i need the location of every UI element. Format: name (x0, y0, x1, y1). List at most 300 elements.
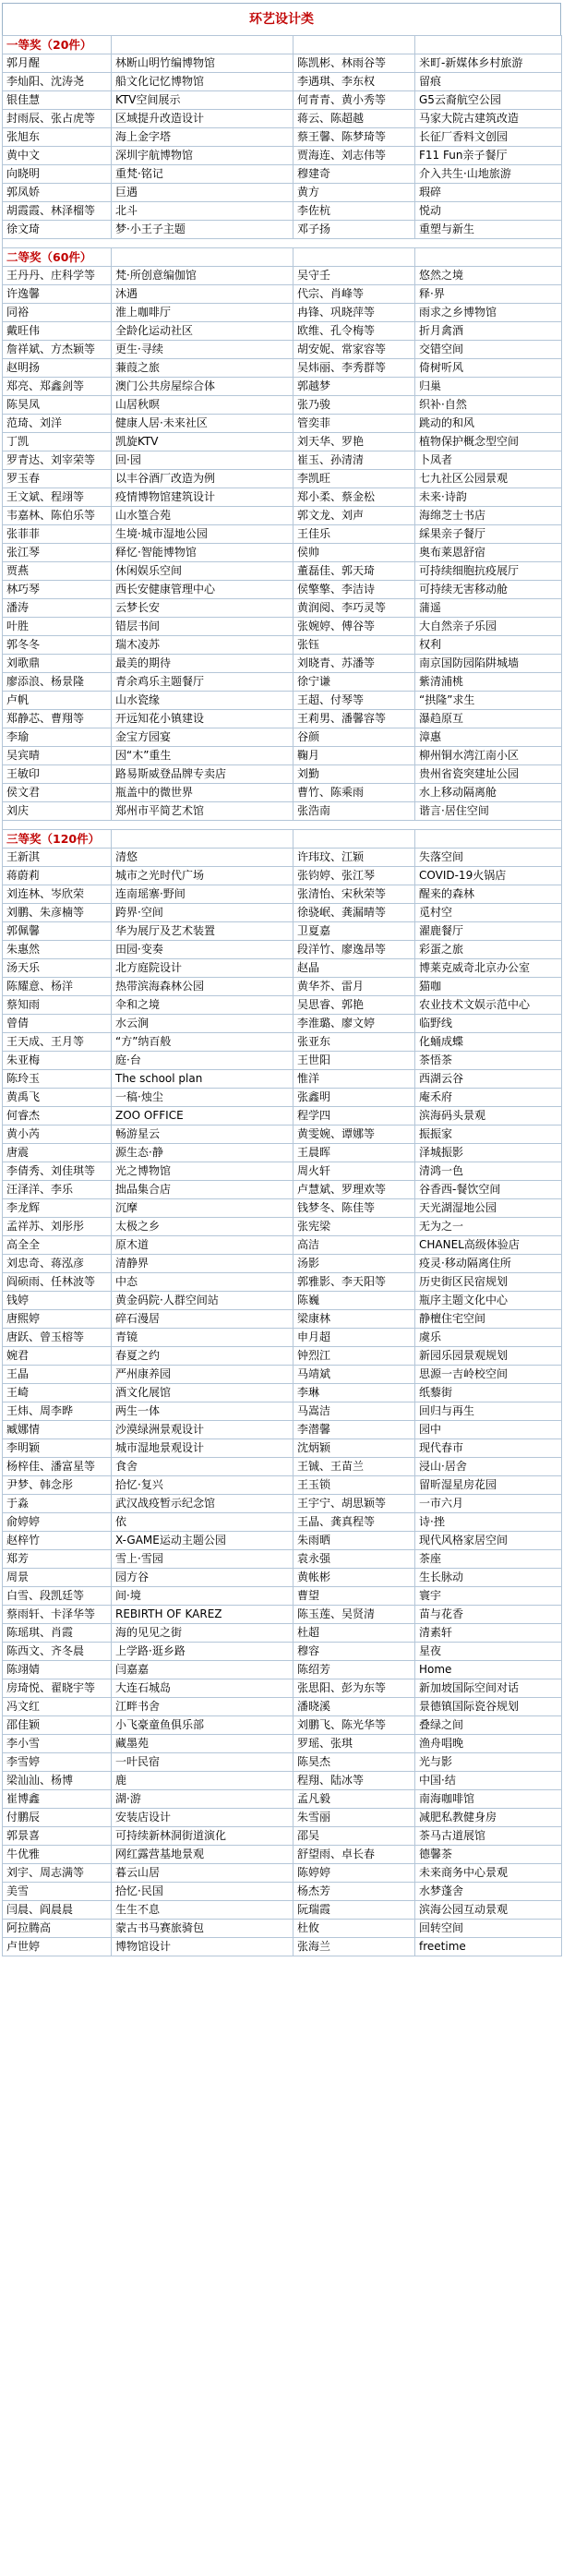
author-name: 申月超 (293, 1329, 415, 1347)
empty-cell (415, 248, 562, 267)
author-name: 胡霞霞、林泽榴等 (3, 202, 112, 221)
author-name: 崔博鑫 (3, 1790, 112, 1809)
table-row (3, 996, 562, 1015)
work-title: 悦动 (415, 202, 562, 221)
work-title: 大连石城岛 (112, 1679, 293, 1698)
table-row (3, 1015, 562, 1033)
author-name: 陈西文、齐冬晨 (3, 1643, 112, 1661)
work-title: 疫灵·移动隔离住所 (415, 1255, 562, 1273)
work-title: 梵·所创意编伽馆 (112, 267, 293, 285)
work-title: 水云涧 (112, 1015, 293, 1033)
work-title: CHANEL高级体验店 (415, 1236, 562, 1255)
table-row (3, 885, 562, 904)
table-row (3, 378, 562, 396)
author-name: 张浩南 (293, 802, 415, 821)
work-title: 开远知花小镇建设 (112, 710, 293, 728)
table-row (3, 1273, 562, 1292)
author-name: 李遇琪、李东权 (293, 73, 415, 91)
work-title: X-GAME运动主题公园 (112, 1532, 293, 1550)
work-title: 蒙古书马赛旅骑包 (112, 1920, 293, 1938)
work-title: 安装店设计 (112, 1809, 293, 1827)
table-row (3, 1218, 562, 1236)
author-name: 汤天乐 (3, 959, 112, 978)
author-name: 汪泽洋、李乐 (3, 1181, 112, 1199)
table-row (3, 867, 562, 885)
author-name: 李瑜 (3, 728, 112, 747)
author-name: 邵佳颖 (3, 1716, 112, 1735)
author-name: 陈翊婧 (3, 1661, 112, 1679)
work-title: 南海咖啡馆 (415, 1790, 562, 1809)
author-name: 张思阳、彭为东等 (293, 1679, 415, 1698)
table-row (3, 1402, 562, 1421)
table-row (3, 599, 562, 618)
work-title: 重塑与新生 (415, 221, 562, 239)
work-title: 博莱克威奇北京办公室 (415, 959, 562, 978)
author-name: 陈绍芳 (293, 1661, 415, 1679)
work-title: 一市六月 (415, 1495, 562, 1513)
table-row (3, 1532, 562, 1550)
author-name: 王世阳 (293, 1052, 415, 1070)
author-name: 蔡知雨 (3, 996, 112, 1015)
author-name: 赵晶 (293, 959, 415, 978)
work-title: 释忆·智能博物馆 (112, 544, 293, 562)
table-row (3, 849, 562, 867)
work-title: 交错空间 (415, 341, 562, 359)
work-title: 伞和之境 (112, 996, 293, 1015)
table-row (3, 488, 562, 507)
work-title: 拙品集合店 (112, 1181, 293, 1199)
work-title: 茶悟茶 (415, 1052, 562, 1070)
author-name: 吴思睿、郭艳 (293, 996, 415, 1015)
author-name: 吴炜丽、李秀群等 (293, 359, 415, 378)
author-name: 刘连林、岑欣荣 (3, 885, 112, 904)
author-name: 冯文红 (3, 1698, 112, 1716)
work-title: 泽城振影 (415, 1144, 562, 1162)
author-name: 黄雯婉、谭娜等 (293, 1125, 415, 1144)
table-row (3, 359, 562, 378)
author-name: 许逸馨 (3, 285, 112, 304)
work-title: 纸藜街 (415, 1384, 562, 1402)
work-title: 生长脉动 (415, 1569, 562, 1587)
author-name: 李潜馨 (293, 1421, 415, 1439)
spacer-cell (3, 821, 562, 830)
work-title: 一稿·烛尘 (112, 1089, 293, 1107)
work-title: 因“木”重生 (112, 747, 293, 765)
table-row (3, 525, 562, 544)
table-row (3, 1144, 562, 1162)
table-row (3, 1070, 562, 1089)
work-title: 滨海码头景观 (415, 1107, 562, 1125)
work-title: 清素轩 (415, 1624, 562, 1643)
work-title: 沐遇 (112, 285, 293, 304)
author-name: 张菲菲 (3, 525, 112, 544)
author-name: 俞婷婷 (3, 1513, 112, 1532)
author-name: 邓子扬 (293, 221, 415, 239)
table-row (3, 1329, 562, 1347)
work-title: 凯旋KTV (112, 433, 293, 451)
author-name: 王炜、周李晔 (3, 1402, 112, 1421)
work-title: 最美的期待 (112, 655, 293, 673)
table-row (3, 1883, 562, 1901)
author-name: 程翔、陆冰等 (293, 1772, 415, 1790)
table-row (3, 1624, 562, 1643)
work-title: 水梦蓬舍 (415, 1883, 562, 1901)
table-row (3, 1550, 562, 1569)
work-title: freetime (415, 1938, 562, 1956)
table-row (3, 1938, 562, 1956)
table-row (3, 396, 562, 415)
author-name: 向晓明 (3, 165, 112, 184)
author-name: 银佳慧 (3, 91, 112, 110)
work-title: 源生态·静 (112, 1144, 293, 1162)
work-title: 瑞木凌苏 (112, 636, 293, 655)
work-title: 两生一体 (112, 1402, 293, 1421)
author-name: 李琳 (293, 1384, 415, 1402)
author-name: 惟洋 (293, 1070, 415, 1089)
author-name: 郭佩馨 (3, 922, 112, 941)
work-title: 瑕碎 (415, 184, 562, 202)
table-row (3, 202, 562, 221)
author-name: 黄禹飞 (3, 1089, 112, 1107)
table-row (3, 904, 562, 922)
work-title: 澳门公共房屋综合体 (112, 378, 293, 396)
author-name: 罗玉春 (3, 470, 112, 488)
work-title: 回转空间 (415, 1920, 562, 1938)
author-name: 罗瑶、张琪 (293, 1735, 415, 1753)
work-title: 江畔书舍 (112, 1698, 293, 1716)
work-title: 无为之一 (415, 1218, 562, 1236)
author-name: 封雨辰、张占虎等 (3, 110, 112, 128)
work-title: 虞乐 (415, 1329, 562, 1347)
author-name: 阎硕雨、任林波等 (3, 1273, 112, 1292)
author-name: 梁康林 (293, 1310, 415, 1329)
work-title: 海的见见之街 (112, 1624, 293, 1643)
work-title: Home (415, 1661, 562, 1679)
table-row (3, 1181, 562, 1199)
author-name: 杜超 (293, 1624, 415, 1643)
work-title: 化蛹成蝶 (415, 1033, 562, 1052)
table-row (3, 692, 562, 710)
work-title: 历史街区民宿规划 (415, 1273, 562, 1292)
author-name: 刘鹏飞、陈光华等 (293, 1716, 415, 1735)
author-name: 陈耀意、杨洋 (3, 978, 112, 996)
table-row (3, 1292, 562, 1310)
table-row (3, 1827, 562, 1846)
author-name: 贾海连、刘志伟等 (293, 147, 415, 165)
work-title: 减肥私教健身房 (415, 1809, 562, 1827)
author-name: 李小雪 (3, 1735, 112, 1753)
empty-cell (415, 830, 562, 849)
work-title: 织补·自然 (415, 396, 562, 415)
author-name: 侯擎擎、李洁诗 (293, 581, 415, 599)
table-row (3, 1125, 562, 1144)
author-name: 郭景喜 (3, 1827, 112, 1846)
work-title: 诗·挫 (415, 1513, 562, 1532)
empty-cell (293, 248, 415, 267)
author-name: 臧娜情 (3, 1421, 112, 1439)
author-name: 李倩秀、刘佳琪等 (3, 1162, 112, 1181)
work-title: 光之博物馆 (112, 1162, 293, 1181)
author-name: 杨杰芳 (293, 1883, 415, 1901)
work-title: 临野线 (415, 1015, 562, 1033)
author-name: 王晨晖 (293, 1144, 415, 1162)
author-name: 唐跃、曾玉榕等 (3, 1329, 112, 1347)
work-title: 农业技术文娱示范中心 (415, 996, 562, 1015)
work-title: 金宝方园宴 (112, 728, 293, 747)
author-name: 刘晓青、苏潘等 (293, 655, 415, 673)
work-title: 酒文化展馆 (112, 1384, 293, 1402)
work-title: 七九社区公园景观 (415, 470, 562, 488)
work-title: 瀑趋原互 (415, 710, 562, 728)
work-title: 猫咖 (415, 978, 562, 996)
work-title: 苗与花香 (415, 1606, 562, 1624)
author-name: 闫晨、阎晨晨 (3, 1901, 112, 1920)
table-row (3, 1901, 562, 1920)
page-title: 环艺设计类 (2, 3, 561, 35)
author-name: 王文斌、程翊等 (3, 488, 112, 507)
work-title: 上学路·逛乡路 (112, 1643, 293, 1661)
work-title: 现代春市 (415, 1439, 562, 1458)
table-row (3, 1458, 562, 1476)
table-row (3, 636, 562, 655)
work-title: F11 Fun亲子餐厅 (415, 147, 562, 165)
table-row (3, 433, 562, 451)
author-name: 张旭东 (3, 128, 112, 147)
author-name: 曹竹、陈乘雨 (293, 784, 415, 802)
work-title: 路易斯威登品牌专卖店 (112, 765, 293, 784)
author-name: 卢世婷 (3, 1938, 112, 1956)
author-name: 胡安妮、常家容等 (293, 341, 415, 359)
work-title: 清悠 (112, 849, 293, 867)
work-title: 庭·台 (112, 1052, 293, 1070)
work-title: 间·境 (112, 1587, 293, 1606)
author-name: 孟凡毅 (293, 1790, 415, 1809)
table-row (3, 747, 562, 765)
work-title: 中国·结 (415, 1772, 562, 1790)
work-title: 米町-新媒体乡村旅游 (415, 54, 562, 73)
work-title: 巨遇 (112, 184, 293, 202)
author-name: 钱婷 (3, 1292, 112, 1310)
work-title: 释·界 (415, 285, 562, 304)
section-spacer (3, 821, 562, 830)
work-title: 现代风格家居空间 (415, 1532, 562, 1550)
table-row (3, 1643, 562, 1661)
author-name: 崔玉、孙清清 (293, 451, 415, 470)
work-title: 景德镇国际瓷谷规划 (415, 1698, 562, 1716)
author-name: 钱梦冬、陈佳等 (293, 1199, 415, 1218)
table-row (3, 285, 562, 304)
work-title: 园方谷 (112, 1569, 293, 1587)
author-name: 冉锋、巩晓萍等 (293, 304, 415, 322)
table-row (3, 765, 562, 784)
author-name: 戴旺伟 (3, 322, 112, 341)
work-title: G5云裔航空公园 (415, 91, 562, 110)
table-row (3, 1495, 562, 1513)
work-title: ZOO OFFICE (112, 1107, 293, 1125)
table-row (3, 655, 562, 673)
work-title: 青镜 (112, 1329, 293, 1347)
table-row (3, 1920, 562, 1938)
author-name: 尹梦、韩念彤 (3, 1476, 112, 1495)
author-name: 郭月醒 (3, 54, 112, 73)
work-title: 拾忆·复兴 (112, 1476, 293, 1495)
author-name: 袁永强 (293, 1550, 415, 1569)
award-table (2, 35, 562, 1956)
table-row (3, 1310, 562, 1329)
author-name: 郭凤娇 (3, 184, 112, 202)
work-title: 海绵芝士书店 (415, 507, 562, 525)
empty-cell (293, 830, 415, 849)
work-title: 休闲娱乐空间 (112, 562, 293, 581)
author-name: 王宇宁、胡思颖等 (293, 1495, 415, 1513)
table-row (3, 415, 562, 433)
author-name: 黄华芥、雷月 (293, 978, 415, 996)
author-name: 詹祥斌、方杰颖等 (3, 341, 112, 359)
work-title: 叠绿之间 (415, 1716, 562, 1735)
table-row (3, 1809, 562, 1827)
work-title: 食舍 (112, 1458, 293, 1476)
work-title: 深圳宇航博物馆 (112, 147, 293, 165)
work-title: 更生·寻续 (112, 341, 293, 359)
author-name: 周火轩 (293, 1162, 415, 1181)
work-title: 奥布莱恩舒宿 (415, 544, 562, 562)
table-row (3, 267, 562, 285)
author-name: 王佳乐 (293, 525, 415, 544)
work-title: 留昕湿星房花园 (415, 1476, 562, 1495)
author-name: 贾燕 (3, 562, 112, 581)
author-name: 徐骁岷、龚漏晴等 (293, 904, 415, 922)
work-title: 权利 (415, 636, 562, 655)
empty-cell (112, 830, 293, 849)
work-title: 庵禾府 (415, 1089, 562, 1107)
work-title: 淮上咖啡厅 (112, 304, 293, 322)
work-title: 贵州省瓷突建址公园 (415, 765, 562, 784)
work-title: 以丰谷酒厂改造为例 (112, 470, 293, 488)
work-title: 中态 (112, 1273, 293, 1292)
work-title: 雪上·雪园 (112, 1550, 293, 1569)
author-name: 郭越梦 (293, 378, 415, 396)
table-row (3, 784, 562, 802)
author-name: 陈昊凤 (3, 396, 112, 415)
work-title: 滨海公园互动景观 (415, 1901, 562, 1920)
author-name: 程学四 (293, 1107, 415, 1125)
section-header-row (3, 830, 562, 849)
work-title: 觅村空 (415, 904, 562, 922)
author-name: 蔡雨轩、卡泽华等 (3, 1606, 112, 1624)
table-row (3, 1033, 562, 1052)
work-title: 谐言·居住空间 (415, 802, 562, 821)
work-title: 西湖云谷 (415, 1070, 562, 1089)
author-name: 叶胜 (3, 618, 112, 636)
author-name: 付鹏辰 (3, 1809, 112, 1827)
table-row (3, 673, 562, 692)
work-title: 梦·小王子主题 (112, 221, 293, 239)
section-header: 二等奖（60件） (3, 248, 112, 267)
table-row (3, 73, 562, 91)
work-title: 失落空间 (415, 849, 562, 867)
table-row (3, 1790, 562, 1809)
author-name: 欧维、孔令梅等 (293, 322, 415, 341)
author-name: 穆建奇 (293, 165, 415, 184)
work-title: 太极之乡 (112, 1218, 293, 1236)
author-name: 王新淇 (3, 849, 112, 867)
work-title: 错层书间 (112, 618, 293, 636)
section-header-row (3, 36, 562, 54)
work-title: 光与影 (415, 1753, 562, 1772)
work-title: 寰宇 (415, 1587, 562, 1606)
work-title: 严州康养园 (112, 1366, 293, 1384)
table-row (3, 1439, 562, 1458)
table-row (3, 304, 562, 322)
author-name: 徐宁谦 (293, 673, 415, 692)
work-title: 蒲遥 (415, 599, 562, 618)
work-title: 德馨茶 (415, 1846, 562, 1864)
author-name: 王晶、龚真程等 (293, 1513, 415, 1532)
author-name: 韦嘉林、陈伯乐等 (3, 507, 112, 525)
work-title: 跳动的和风 (415, 415, 562, 433)
author-name: 陈昊杰 (293, 1753, 415, 1772)
table-row (3, 941, 562, 959)
author-name: 王天成、王月等 (3, 1033, 112, 1052)
table-row (3, 1384, 562, 1402)
author-name: 李龙辉 (3, 1199, 112, 1218)
work-title: 春夏之约 (112, 1347, 293, 1366)
empty-cell (112, 36, 293, 54)
author-name: 赵明扬 (3, 359, 112, 378)
work-title: 新加坡国际空间对话 (415, 1679, 562, 1698)
table-row (3, 1162, 562, 1181)
author-name: 沈炳颖 (293, 1439, 415, 1458)
author-name: 丁凯 (3, 433, 112, 451)
work-title: 浸山·居舍 (415, 1458, 562, 1476)
author-name: 张海兰 (293, 1938, 415, 1956)
table-row (3, 978, 562, 996)
work-title: 黄金码院·人群空间站 (112, 1292, 293, 1310)
table-row (3, 1421, 562, 1439)
author-name: 王莉男、潘馨容等 (293, 710, 415, 728)
work-title: 回归与再生 (415, 1402, 562, 1421)
author-name: 张婉婷、傅谷等 (293, 618, 415, 636)
work-title: 田园·变奏 (112, 941, 293, 959)
table-row (3, 1716, 562, 1735)
work-title: 可持续细胞抗疫展厅 (415, 562, 562, 581)
empty-cell (293, 36, 415, 54)
author-name: 婉君 (3, 1347, 112, 1366)
author-name: 陈玉莲、吴贤清 (293, 1606, 415, 1624)
author-name: 陈瑶琪、肖霞 (3, 1624, 112, 1643)
author-name: 何睿杰 (3, 1107, 112, 1125)
author-name: 赵梓竹 (3, 1532, 112, 1550)
table-row (3, 1569, 562, 1587)
work-title: 暮云山居 (112, 1864, 293, 1883)
work-title: 天光湖湿地公园 (415, 1199, 562, 1218)
spacer-cell (3, 239, 562, 248)
table-row (3, 1513, 562, 1532)
author-name: 张清怡、宋秋荣等 (293, 885, 415, 904)
author-name: 侯文君 (3, 784, 112, 802)
author-name: 张鑫明 (293, 1089, 415, 1107)
table-row (3, 1772, 562, 1790)
author-name: 房琦悦、翟晓宇等 (3, 1679, 112, 1698)
author-name: 王晶 (3, 1366, 112, 1384)
author-name: 张亚东 (293, 1033, 415, 1052)
work-title: 重梵·铭记 (112, 165, 293, 184)
work-title: 依 (112, 1513, 293, 1532)
work-title: 柳州铜水湾江南小区 (415, 747, 562, 765)
author-name: 马嵩洁 (293, 1402, 415, 1421)
work-title: 清鸿一色 (415, 1162, 562, 1181)
author-name: 何青青、黄小秀等 (293, 91, 415, 110)
